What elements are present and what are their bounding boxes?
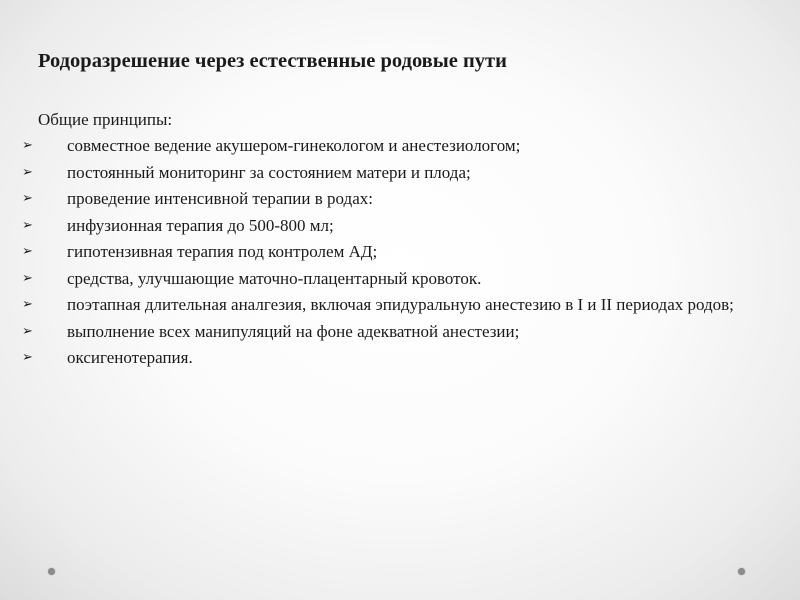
bullet-text: совместное ведение акушером-гинекологом и анестезиологом; xyxy=(67,136,521,155)
arrow-bullet-icon: ➢ xyxy=(22,270,33,286)
bullet-item xyxy=(0,133,800,160)
bullet-item xyxy=(0,186,800,213)
slide-title: Родоразрешение через естественные родовые пути xyxy=(38,50,507,72)
bullet-item xyxy=(0,266,800,293)
arrow-bullet-icon: ➢ xyxy=(22,297,33,312)
bullet-item xyxy=(0,213,800,240)
decorative-dot-left xyxy=(48,568,55,575)
arrow-bullet-icon: ➢ xyxy=(22,164,33,180)
arrow-bullet-icon: ➢ xyxy=(22,244,33,259)
decorative-dot-right xyxy=(738,568,745,575)
bullet-text: оксигенотерапия. xyxy=(67,348,193,367)
bullet-item xyxy=(0,160,800,187)
arrow-bullet-icon: ➢ xyxy=(22,191,33,206)
bullet-item xyxy=(0,345,800,372)
bullet-text: проведение интенсивной терапии в родах: xyxy=(67,189,373,208)
bullet-item xyxy=(0,319,800,346)
arrow-bullet-icon: ➢ xyxy=(22,350,33,365)
slide-subtitle: Общие принципы: xyxy=(38,110,173,129)
bullet-list xyxy=(0,133,800,372)
bullet-item xyxy=(0,292,800,319)
bullet-text: поэтапная длительная аналгезия, включая эпидуральную анестезию в I и II периодах родов; xyxy=(67,295,734,314)
bullet-text: выполнение всех манипуляций на фоне адекватной анестезии; xyxy=(67,321,520,341)
bullet-text: средства, улучшающие маточно-плацентарный кровоток. xyxy=(67,268,482,288)
arrow-bullet-icon: ➢ xyxy=(22,323,33,339)
bullet-text: гипотензивная терапия под контролем АД; xyxy=(67,242,378,261)
bullet-text: постоянный мониторинг за состоянием матери и плода; xyxy=(67,162,471,182)
arrow-bullet-icon: ➢ xyxy=(22,217,33,233)
bullet-text: инфузионная терапия до 500-800 мл; xyxy=(67,215,334,235)
bullet-item xyxy=(0,239,800,266)
arrow-bullet-icon: ➢ xyxy=(22,138,33,153)
